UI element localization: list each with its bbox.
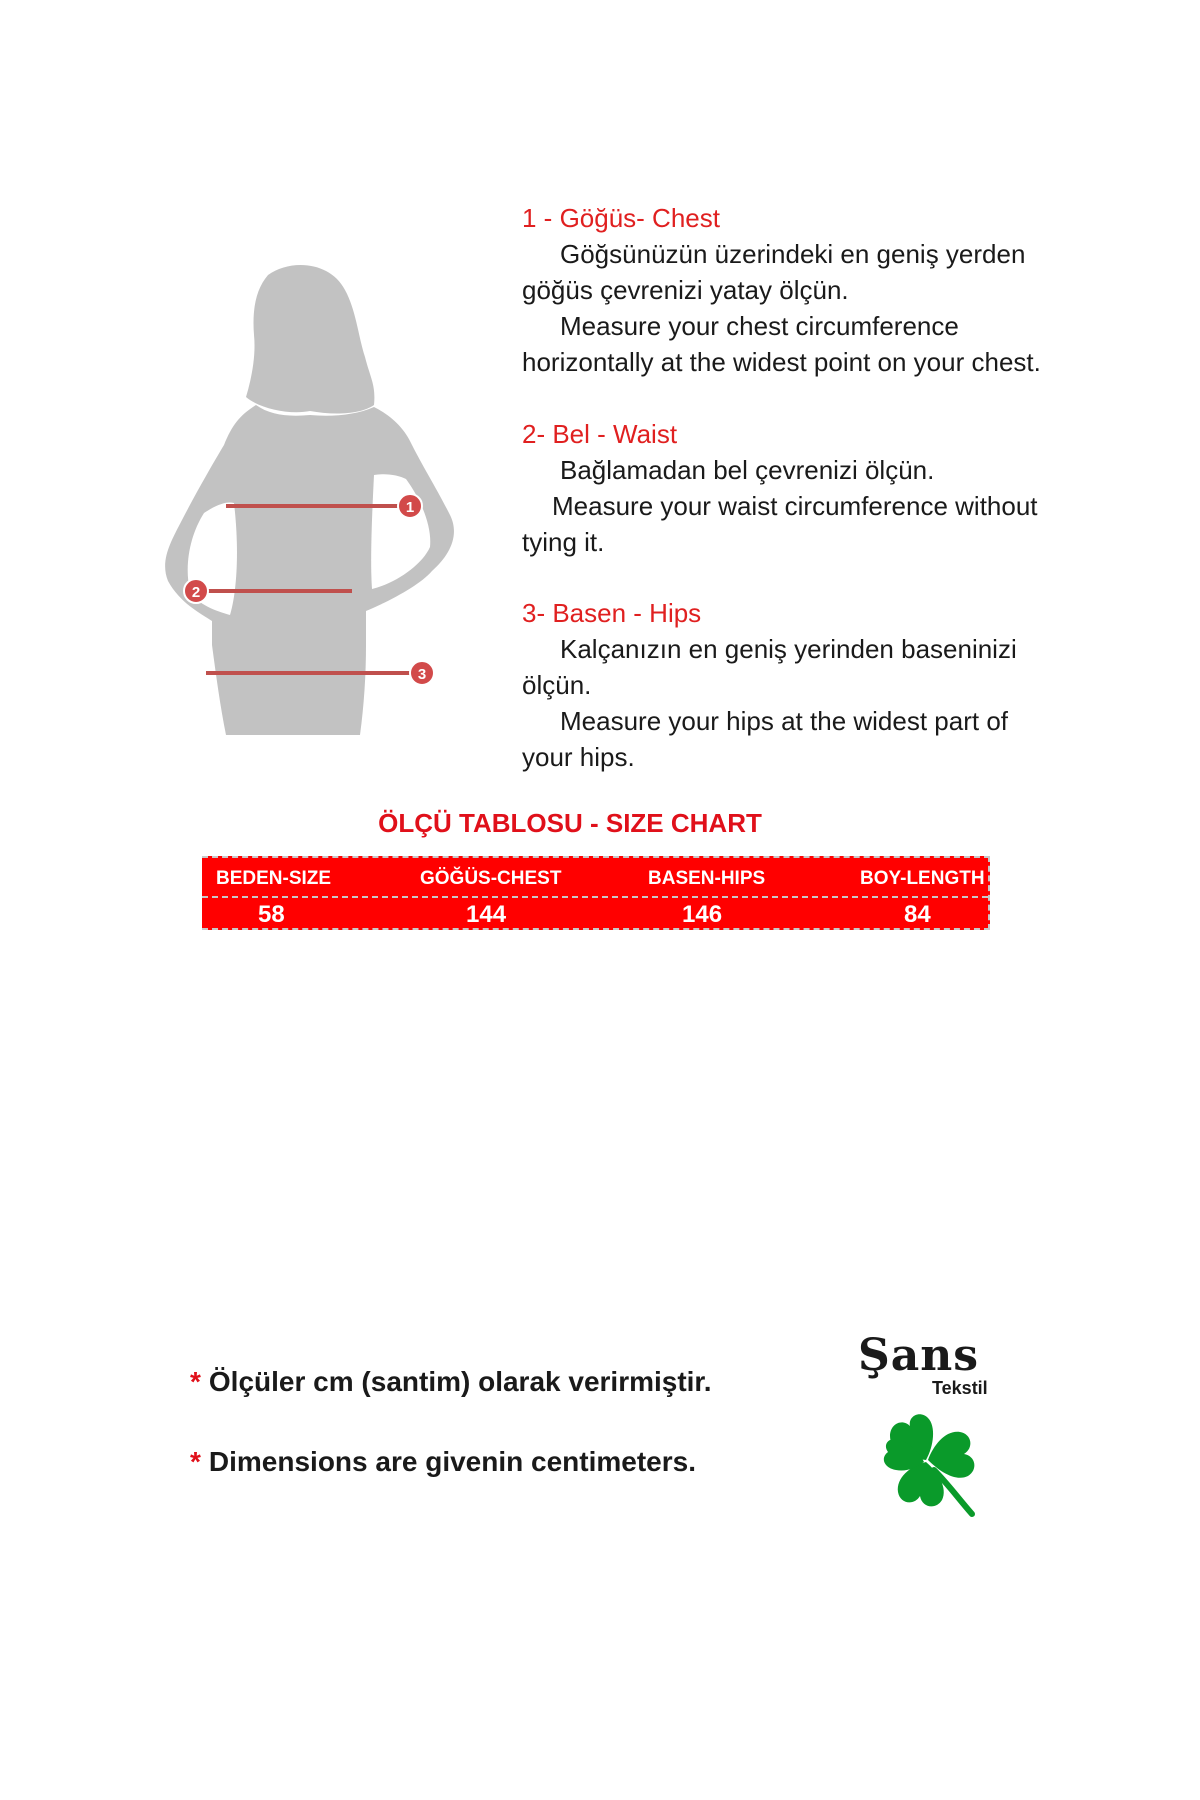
svg-text:3: 3 xyxy=(417,666,427,683)
cell-size: 58 xyxy=(258,901,285,928)
logo-sub: Tekstil xyxy=(932,1378,988,1398)
marker-1 xyxy=(398,494,422,518)
hips-en-text: Measure your hips at the widest part of xyxy=(560,706,1009,736)
waist-title: 2- Bel - Waist xyxy=(522,419,678,449)
note-star: * xyxy=(190,1366,201,1397)
chest-en-text: Measure your chest circumference xyxy=(560,311,959,341)
marker-3 xyxy=(410,661,434,685)
chest-instructions xyxy=(522,200,1082,380)
size-chart-title: ÖLÇÜ TABLOSU - SIZE CHART xyxy=(378,808,762,838)
chest-tr-text: Göğsünüzün üzerindeki en geniş yerden xyxy=(560,239,1026,269)
svg-text:1: 1 xyxy=(405,499,415,516)
size-table xyxy=(202,856,990,930)
row-divider xyxy=(202,896,988,898)
header-hips: BASEN-HIPS xyxy=(648,868,766,889)
brand-logo xyxy=(852,1330,1022,1520)
waist-tr-text: Bağlamadan bel çevrenizi ölçün. xyxy=(560,455,935,485)
header-length: BOY-LENGTH xyxy=(860,868,985,889)
header-size: BEDEN-SIZE xyxy=(216,868,332,889)
cell-chest: 144 xyxy=(466,901,507,928)
header-chest: GÖĞÜS-CHEST xyxy=(420,868,562,889)
hips-tr-text-cont: ölçün. xyxy=(522,670,592,700)
chest-tr-text-cont: göğüs çevrenizi yatay ölçün. xyxy=(522,275,849,305)
note-star: * xyxy=(190,1446,201,1477)
note-tr-text: Ölçüler cm (santim) olarak verirmiştir. xyxy=(208,1366,712,1397)
four-leaf-clover-icon xyxy=(876,1410,986,1520)
cell-length: 84 xyxy=(904,901,931,928)
chest-en-text-cont: horizontally at the widest point on your chest. xyxy=(522,347,1041,377)
cell-hips: 146 xyxy=(682,901,723,928)
svg-text:2: 2 xyxy=(191,584,201,601)
hips-en-text-cont: your hips. xyxy=(522,742,635,772)
waist-instructions xyxy=(522,416,1082,560)
chest-title: 1 - Göğüs- Chest xyxy=(522,203,720,233)
hips-tr-text: Kalçanızın en geniş yerinden baseninizi xyxy=(560,634,1017,664)
body-measurement-figure xyxy=(160,265,500,745)
hips-instructions xyxy=(522,595,1082,775)
note-tr xyxy=(190,1366,712,1398)
marker-2 xyxy=(184,579,208,603)
logo-name: Şans xyxy=(858,1330,980,1381)
hips-title: 3- Basen - Hips xyxy=(522,598,702,628)
waist-en-text-cont: tying it. xyxy=(522,527,605,557)
note-en-text: Dimensions are givenin centimeters. xyxy=(208,1446,696,1477)
note-en xyxy=(190,1446,696,1478)
waist-en-text: Measure your waist circumference without xyxy=(552,491,1038,521)
